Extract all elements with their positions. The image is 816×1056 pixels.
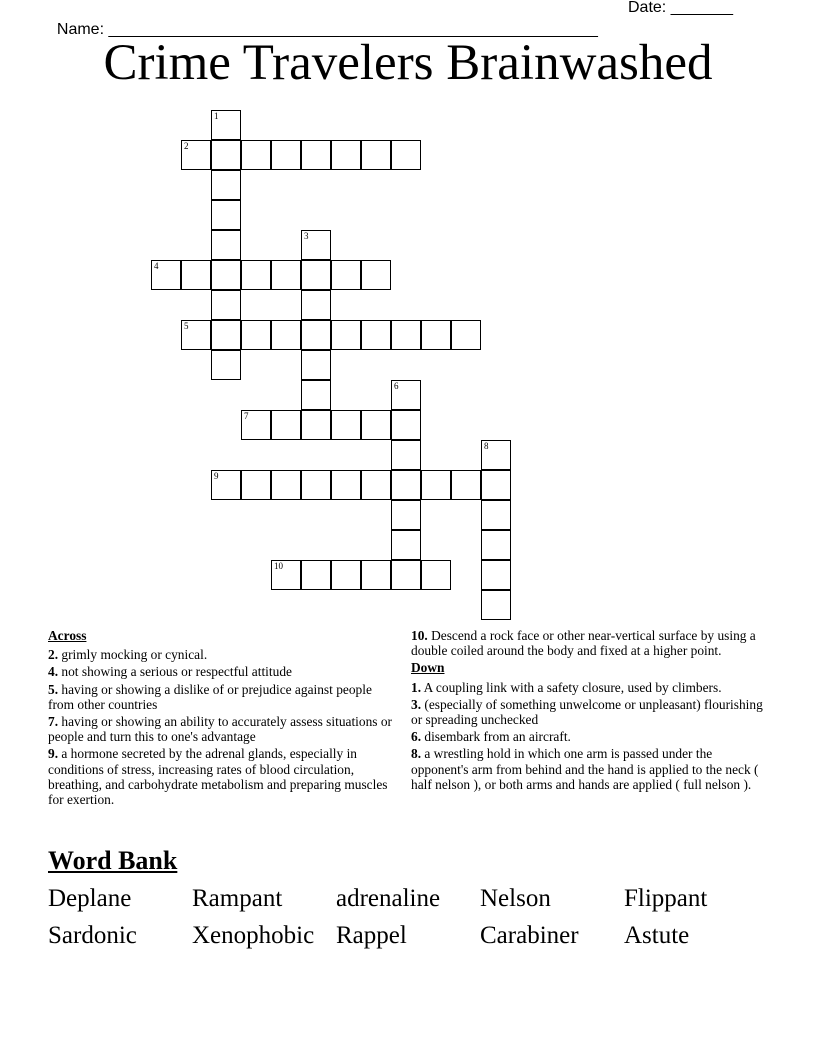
clue-across-9 (48, 746, 394, 807)
grid-cell[interactable] (481, 530, 511, 560)
clue-text: having or showing a dislike of or prejudice against people from other countries (48, 681, 372, 712)
grid-cell[interactable] (481, 500, 511, 530)
grid-cell[interactable] (361, 320, 391, 350)
clue-text: disembark from an aircraft. (421, 729, 571, 745)
grid-cell[interactable] (271, 560, 301, 590)
word-bank-item: Xenophobic (192, 922, 315, 949)
grid-cell[interactable] (211, 350, 241, 380)
clue-number: 7. (48, 714, 59, 730)
grid-cell[interactable] (301, 290, 331, 320)
grid-cell[interactable] (421, 560, 451, 590)
grid-cell[interactable] (211, 470, 241, 500)
grid-cell[interactable] (481, 560, 511, 590)
grid-cell[interactable] (271, 260, 301, 290)
clue-down-6 (411, 729, 773, 744)
word-bank-item: Carabiner (480, 922, 579, 949)
cell-number: 6 (394, 381, 399, 391)
name-field-label: Name: _______________________________________________________ (56, 21, 598, 38)
grid-cell[interactable] (331, 320, 361, 350)
grid-cell[interactable] (151, 260, 181, 290)
grid-cell[interactable] (211, 110, 241, 140)
grid-cell[interactable] (451, 320, 481, 350)
grid-cell[interactable] (331, 140, 361, 170)
grid-cell[interactable] (331, 470, 361, 500)
grid-cell[interactable] (271, 410, 301, 440)
clues-column-left (48, 628, 394, 809)
grid-cell[interactable] (361, 470, 391, 500)
grid-cell[interactable] (421, 320, 451, 350)
grid-cell[interactable] (301, 320, 331, 350)
grid-cell[interactable] (211, 260, 241, 290)
grid-cell[interactable] (391, 500, 421, 530)
down-heading: Down (411, 660, 445, 676)
grid-cell[interactable] (331, 410, 361, 440)
date-field-label: Date: _______ (628, 0, 733, 16)
clue-text: not showing a serious or respectful attitude (58, 664, 292, 680)
clue-number: 1. (411, 679, 422, 695)
grid-cell[interactable] (181, 260, 211, 290)
grid-cell[interactable] (301, 140, 331, 170)
grid-cell[interactable] (391, 320, 421, 350)
cell-number: 7 (244, 411, 249, 421)
grid-cell[interactable] (391, 410, 421, 440)
grid-cell[interactable] (361, 140, 391, 170)
grid-cell[interactable] (301, 230, 331, 260)
grid-cell[interactable] (481, 440, 511, 470)
grid-cell[interactable] (241, 260, 271, 290)
cell-number: 10 (274, 561, 283, 571)
grid-cell[interactable] (301, 560, 331, 590)
word-bank-item: Nelson (480, 885, 551, 912)
clue-down-8 (411, 746, 773, 792)
cell-number: 3 (304, 231, 309, 241)
grid-cell[interactable] (391, 560, 421, 590)
clue-across-4 (48, 664, 394, 679)
word-bank-item: Astute (624, 922, 690, 949)
grid-cell[interactable] (241, 410, 271, 440)
clues-column-right (411, 628, 773, 794)
clue-text: (especially of something unwelcome or unpleasant) flourishing or spreading unchecked (411, 696, 763, 728)
cell-number: 9 (214, 471, 219, 481)
clue-down-3 (411, 697, 773, 727)
grid-cell[interactable] (181, 320, 211, 350)
grid-cell[interactable] (481, 590, 511, 620)
grid-cell[interactable] (301, 380, 331, 410)
grid-cell[interactable] (301, 410, 331, 440)
cell-number: 2 (184, 141, 189, 151)
word-bank-item: adrenaline (336, 885, 441, 912)
clue-text: a hormone secreted by the adrenal glands, especially in conditions of stress, increasing rates of blood circulation, breathing, and carbohydrate metabolism and preparing muscles for exertion. (48, 746, 388, 808)
clue-text: Descend a rock face or other near-vertical surface by using a double coiled around the body and fixed at a higher point. (411, 628, 756, 659)
clue-number: 3. (411, 696, 422, 712)
clue-across-2 (48, 647, 394, 662)
grid-cell[interactable] (361, 410, 391, 440)
word-bank (48, 882, 778, 952)
grid-cell[interactable] (361, 560, 391, 590)
grid-cell[interactable] (271, 140, 301, 170)
grid-cell[interactable] (391, 530, 421, 560)
clue-number: 6. (411, 729, 422, 745)
grid-cell[interactable] (241, 470, 271, 500)
across-heading: Across (48, 628, 87, 643)
word-bank-item: Rappel (336, 922, 407, 949)
grid-cell[interactable] (211, 140, 241, 170)
clue-number: 4. (48, 664, 59, 680)
cell-number: 4 (154, 261, 159, 271)
grid-cell[interactable] (241, 320, 271, 350)
clue-text: having or showing an ability to accurately assess situations or people and turn this to one's advantage (48, 714, 393, 745)
page-title: Crime Travelers Brainwashed (103, 35, 713, 91)
clue-number: 2. (48, 647, 59, 663)
grid-cell[interactable] (211, 320, 241, 350)
grid-cell[interactable] (481, 470, 511, 500)
word-bank-item: Deplane (48, 885, 132, 912)
grid-cell[interactable] (181, 140, 211, 170)
grid-cell[interactable] (391, 440, 421, 470)
grid-cell[interactable] (391, 470, 421, 500)
grid-cell[interactable] (241, 140, 271, 170)
word-bank-item: Rampant (192, 885, 283, 912)
word-bank-title: Word Bank (48, 846, 178, 875)
grid-cell[interactable] (271, 320, 301, 350)
grid-cell[interactable] (301, 470, 331, 500)
grid-cell[interactable] (391, 140, 421, 170)
grid-cell[interactable] (331, 560, 361, 590)
clue-number: 10. (411, 628, 428, 643)
grid-cell[interactable] (211, 290, 241, 320)
word-bank-item: Sardonic (48, 922, 137, 949)
cell-number: 5 (184, 321, 189, 331)
clue-text: A coupling link with a safety closure, used by climbers. (421, 679, 722, 695)
clue-across-7 (48, 714, 394, 744)
clue-across-10 (411, 628, 773, 658)
grid-cell[interactable] (421, 470, 451, 500)
clue-text: grimly mocking or cynical. (58, 647, 208, 663)
clue-number: 9. (48, 746, 59, 762)
grid-cell[interactable] (301, 350, 331, 380)
grid-cell[interactable] (451, 470, 481, 500)
grid-cell[interactable] (211, 200, 241, 230)
grid-cell[interactable] (361, 260, 391, 290)
clue-down-1 (411, 680, 773, 695)
grid-cell[interactable] (301, 260, 331, 290)
word-bank-item: Flippant (624, 885, 708, 912)
cell-number: 1 (214, 111, 219, 121)
clue-number: 8. (411, 746, 422, 762)
clue-text: a wrestling hold in which one arm is passed under the opponent's arm from behind and the hand is applied to the neck ( half nelson ), or both arms and hands are applied ( full nelson ). (411, 746, 759, 792)
grid-cell[interactable] (211, 170, 241, 200)
grid-cell[interactable] (391, 380, 421, 410)
grid-cell[interactable] (331, 260, 361, 290)
grid-cell[interactable] (271, 470, 301, 500)
clue-across-5 (48, 682, 394, 712)
cell-number: 8 (484, 441, 489, 451)
clue-number: 5. (48, 681, 59, 697)
grid-cell[interactable] (211, 230, 241, 260)
